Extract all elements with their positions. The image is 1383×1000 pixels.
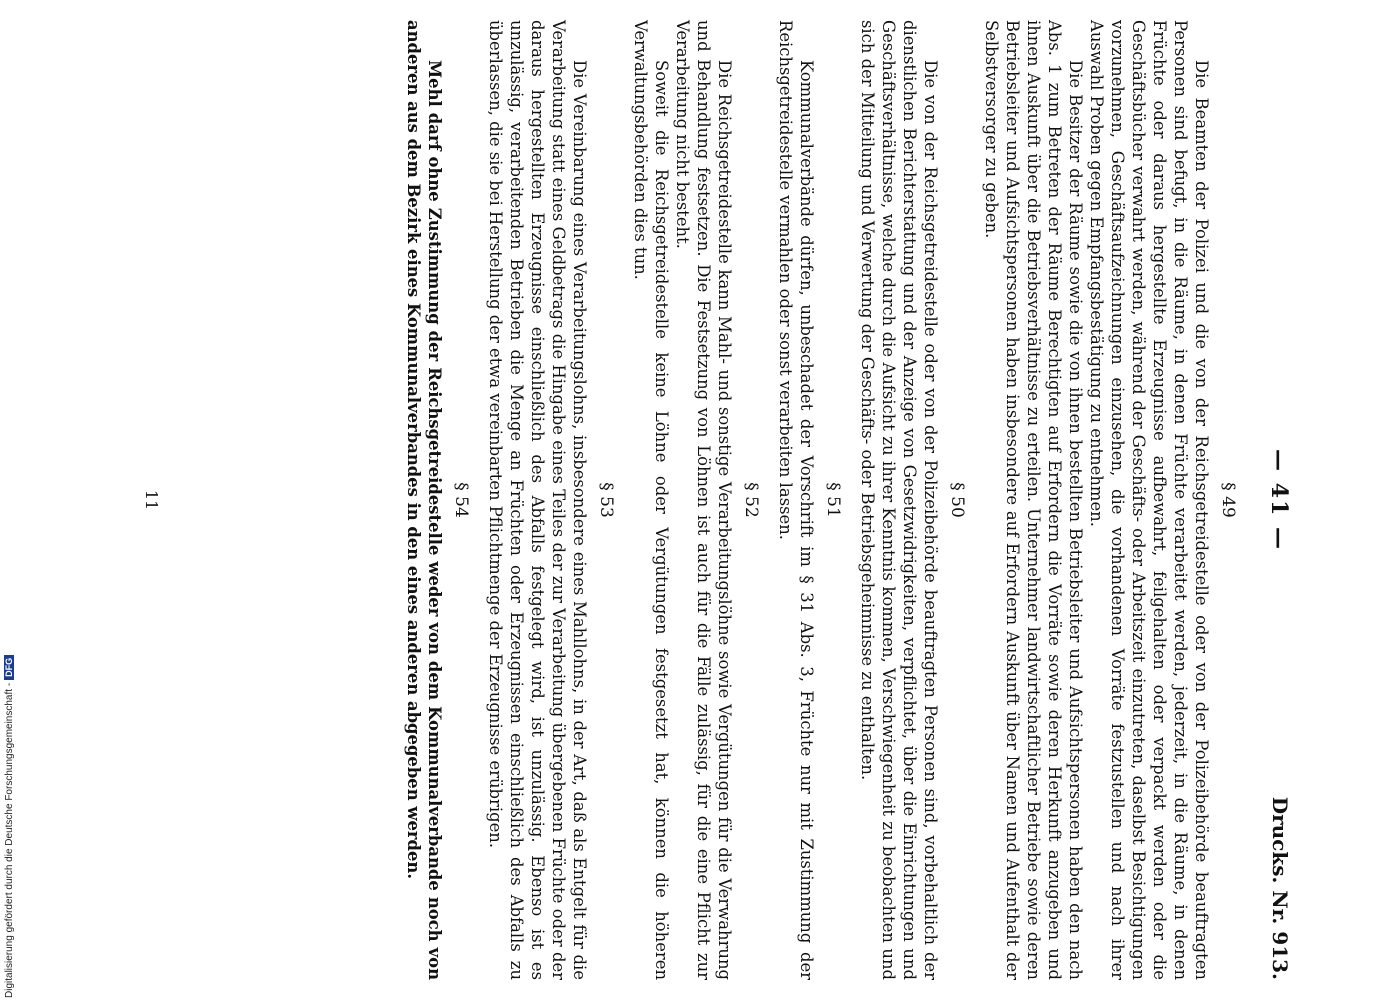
paragraph: Die Beamten der Polizei und die von der Reichsgetreidestelle oder von der Polizeibehörde beauftragten Personen sind befugt, in die Räume, in denen Früchte verarbeitet werden, jederzeit, in die Räume, in denen Früchte oder daraus hergestellte Erzeugnisse aufbewahrt, feilgehalten oder verpackt werden oder die Geschäftsbücher verwahrt werden, während der Geschäfts- oder Arbeitszeit einzutreten, daselbst Besichtigungen vorzunehmen, Geschäftsaufzeichnungen einzusehen, die vorhandenen Vorräte festzustellen und nach ihrer Auswahl Proben gegen Empfangsbestätigung zu entnehmen. xyxy=(1087,20,1211,980)
section-title: § 53 xyxy=(596,482,616,518)
section-title: § 50 xyxy=(947,482,967,518)
section-52 xyxy=(630,20,761,980)
section-54 xyxy=(403,20,471,980)
section-53 xyxy=(485,20,616,980)
dfg-logo: DFG xyxy=(4,655,14,680)
page-number: — 41 — xyxy=(1266,449,1292,551)
paragraph: Die von der Reichsgetreidestelle oder von der Polizeibehörde beauftragten Personen sind, vorbehaltlich der dienstlichen Berichterstattung und der Anzeige von Gesetzwidrigkeiten, verpflichtet, über die Einrichtungen und Geschäftsverhältnisse, welche durch die Aufsicht zu ihrer Kenntnis kommen, Verschwiegenheit zu beobachten und sich der Mitteilung und Verwertung der Geschäfts- oder Betriebsgeheimnisse zu enthalten. xyxy=(858,20,940,980)
paragraph: Kommunalverbände dürfen, unbeschadet der Vorschrift im § 31 Abs. 3, Früchte nur mit Zustimmung der Reichsgetreidestelle vermahlen oder sonst verarbeiten lassen. xyxy=(776,20,816,980)
paragraph: Mehl darf ohne Zustimmung der Reichsgetreidestelle weder von dem Kommunalverbande noch von anderen aus dem Bezirk eines Kommunalverbandes in den eines anderen abgegeben werden. xyxy=(404,20,444,980)
section-title: § 49 xyxy=(1218,482,1238,518)
page-header xyxy=(1252,20,1292,980)
section-51 xyxy=(775,20,843,980)
rotated-page-content xyxy=(142,20,1292,980)
section-title: § 52 xyxy=(741,482,761,518)
digitization-credit xyxy=(4,608,20,998)
section-title: § 54 xyxy=(451,482,471,518)
credit-text: Digitalisierung gefördert durch die Deutsche Forschungsgemeinschaft - xyxy=(4,682,15,998)
drucksache-number: Drucks. Nr. 913. xyxy=(1268,796,1292,980)
section-title: § 51 xyxy=(823,482,843,518)
paragraph: Die Besitzer der Räume sowie die von ihnen bestellten Betriebsleiter und Aufsichtspersonen haben den nach Abs. 1 zum Betreten der Räume Berechtigten auf Erfordern die Vorräte sowie deren Herkunft anzugeben und ihnen Auskunft über die Betriebsverhältnisse zu erteilen. Unternehmer landwirtschaftlicher Betriebe sowie deren Betriebsleiter und Aufsichtspersonen haben insbesondere auf Erfordern Auskunft über Namen und Aufenthalt der Selbstversorger zu geben. xyxy=(982,20,1085,980)
section-49 xyxy=(981,20,1238,980)
section-50 xyxy=(857,20,967,980)
paragraph: Die Reichsgetreidestelle kann Mahl- und sonstige Verarbeitungslöhne sowie Vergütungen für die Verwahrung und Behandlung festsetzen. Die Festsetzung von Löhnen ist auch für die Fälle zulässig, für die eine Pflicht zur Verarbeitung nicht besteht. xyxy=(673,20,734,980)
footer-page-number: 11 xyxy=(142,489,161,511)
paragraph: Die Vereinbarung eines Verarbeitungslohns, insbesondere eines Mahllohns, in der Art, daß als Entgelt für die Verarbeitung statt eines Geldbetrags die Hingabe eines Teiles der zur Verarbeitung übergebenen Früchte oder der daraus hergestellten Erzeugnisse einschließlich des Abfalls festgelegt wird, ist unzulässig. Ebenso ist es unzulässig, verarbeitenden Betrieben die Menge an Früchten oder Erzeugnissen einschließlich des Abfalls zu überlassen, die sie bei Herstellung der etwa vereinbarten Pflichtmenge der Erzeugnisse erübrigen. xyxy=(486,20,589,980)
paragraph: Soweit die Reichsgetreidestelle keine Löhne oder Vergütungen festgesetzt hat, können die höheren Verwaltungsbehörden dies tun. xyxy=(631,20,671,980)
